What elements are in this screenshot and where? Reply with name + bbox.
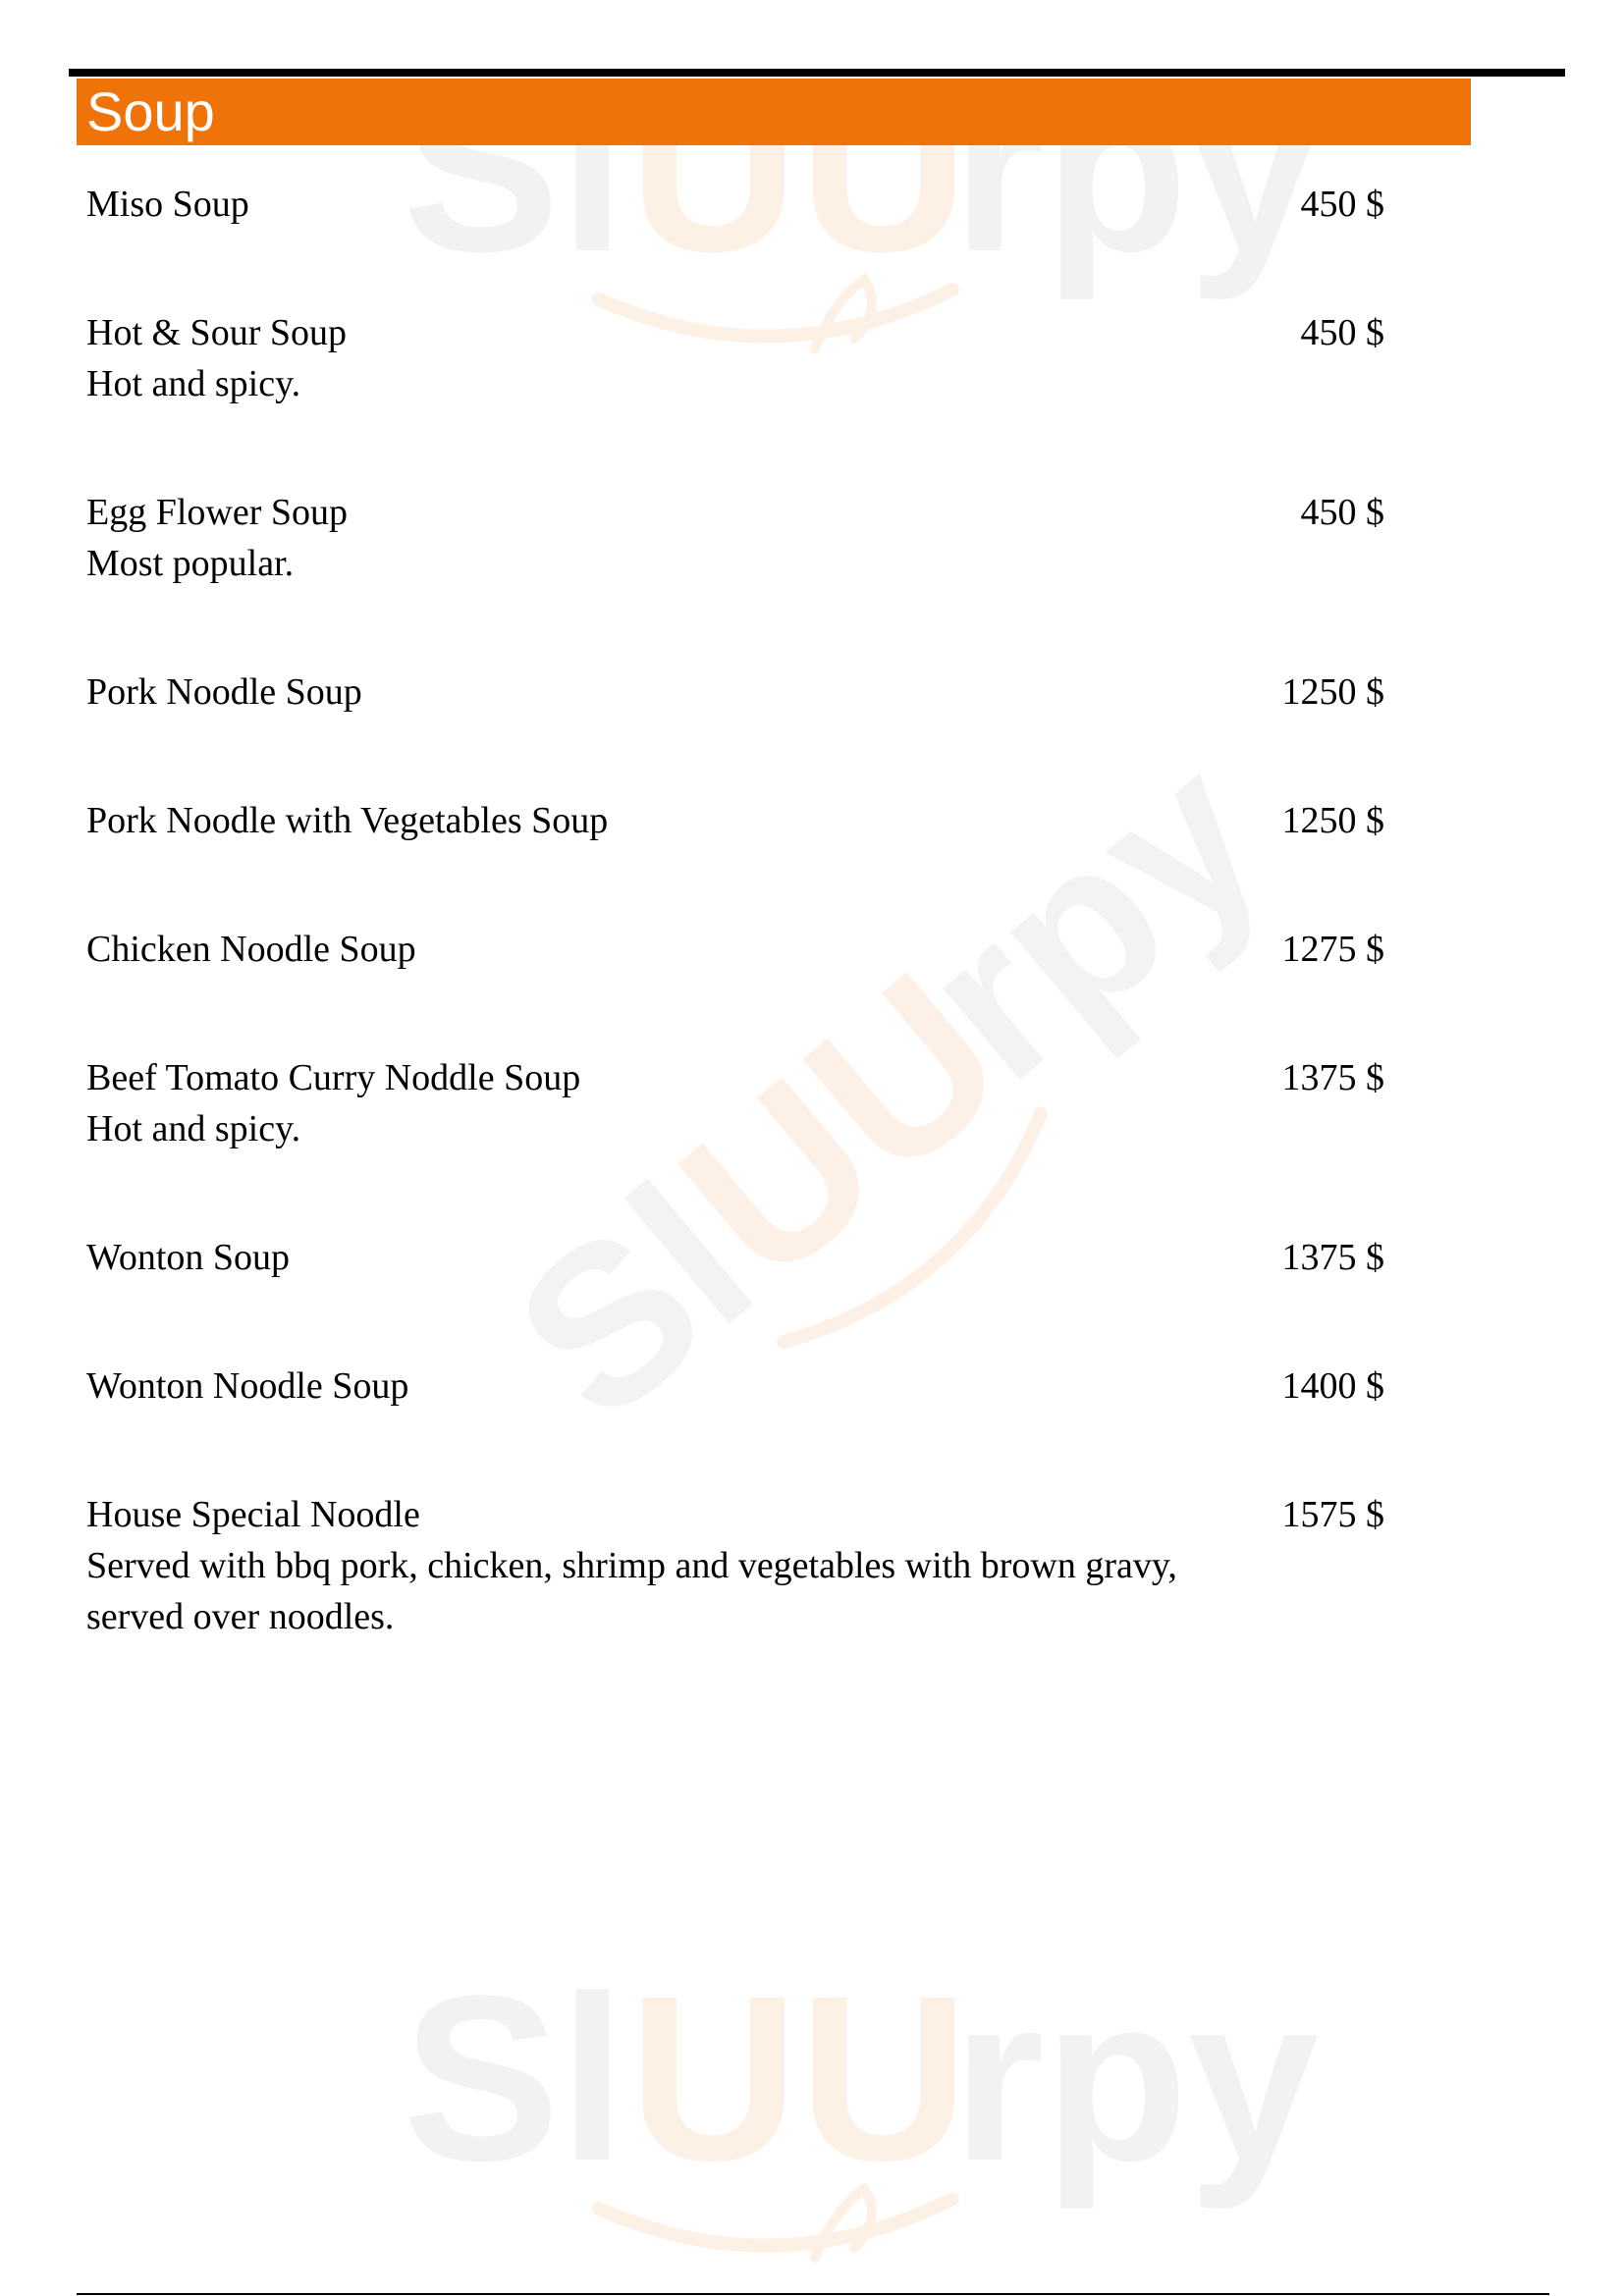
item-price: 1400 $	[1281, 1365, 1384, 1407]
item-price: 1275 $	[1281, 929, 1384, 970]
top-rule	[69, 69, 1565, 77]
item-name: Wonton Soup	[86, 1237, 291, 1278]
menu-item	[86, 1361, 1384, 1412]
item-price: 1375 $	[1281, 1057, 1384, 1098]
menu-item	[86, 1232, 1384, 1283]
item-price: 1375 $	[1281, 1237, 1384, 1278]
item-description: Hot and spicy.	[86, 1108, 301, 1149]
menu-item	[86, 307, 1384, 409]
svg-text:Sl: Sl	[470, 1137, 796, 1468]
menu-item	[86, 1489, 1384, 1642]
svg-text:Sl: Sl	[403, 1947, 625, 2210]
item-name: Wonton Noodle Soup	[86, 1365, 409, 1407]
item-name: House Special Noodle	[86, 1494, 420, 1535]
item-description: Most popular.	[86, 543, 295, 584]
slurpy-watermark-logo-bottom	[403, 1947, 1320, 2287]
menu-item	[86, 179, 1384, 230]
svg-text:UU: UU	[635, 926, 1049, 1329]
item-price: 1250 $	[1281, 671, 1384, 713]
item-name: Miso Soup	[86, 184, 249, 225]
item-name: Beef Tomato Curry Noddle Soup	[86, 1057, 581, 1098]
item-price: 1250 $	[1281, 800, 1384, 841]
item-description: Served with bbq pork, chicken, shrimp and vegetables with brown gravy, served over noodles.	[86, 1545, 1177, 1637]
svg-text:UU: UU	[628, 37, 969, 300]
item-name: Pork Noodle Soup	[86, 671, 362, 713]
section-title: Soup	[86, 80, 215, 142]
bottom-rule	[77, 2293, 1549, 2295]
item-price: 1575 $	[1281, 1494, 1384, 1535]
menu-item	[86, 795, 1384, 846]
svg-text:UU: UU	[628, 1947, 969, 2210]
item-price: 450 $	[1300, 492, 1384, 533]
svg-text:rpy: rpy	[952, 37, 1320, 300]
item-name: Hot & Sour Soup	[86, 312, 347, 353]
item-name: Egg Flower Soup	[86, 492, 348, 533]
menu-item	[86, 1052, 1384, 1154]
menu-item	[86, 667, 1384, 718]
item-description: Hot and spicy.	[86, 363, 301, 404]
section-header	[77, 79, 1471, 145]
svg-text:rpy: rpy	[876, 707, 1309, 1127]
item-price: 450 $	[1300, 184, 1384, 225]
item-name: Pork Noodle with Vegetables Soup	[86, 800, 609, 841]
svg-text:rpy: rpy	[952, 1947, 1320, 2210]
menu-item	[86, 487, 1384, 589]
menu-item	[86, 924, 1384, 975]
svg-text:Sl: Sl	[403, 37, 625, 300]
item-price: 450 $	[1300, 312, 1384, 353]
item-name: Chicken Noodle Soup	[86, 929, 416, 970]
